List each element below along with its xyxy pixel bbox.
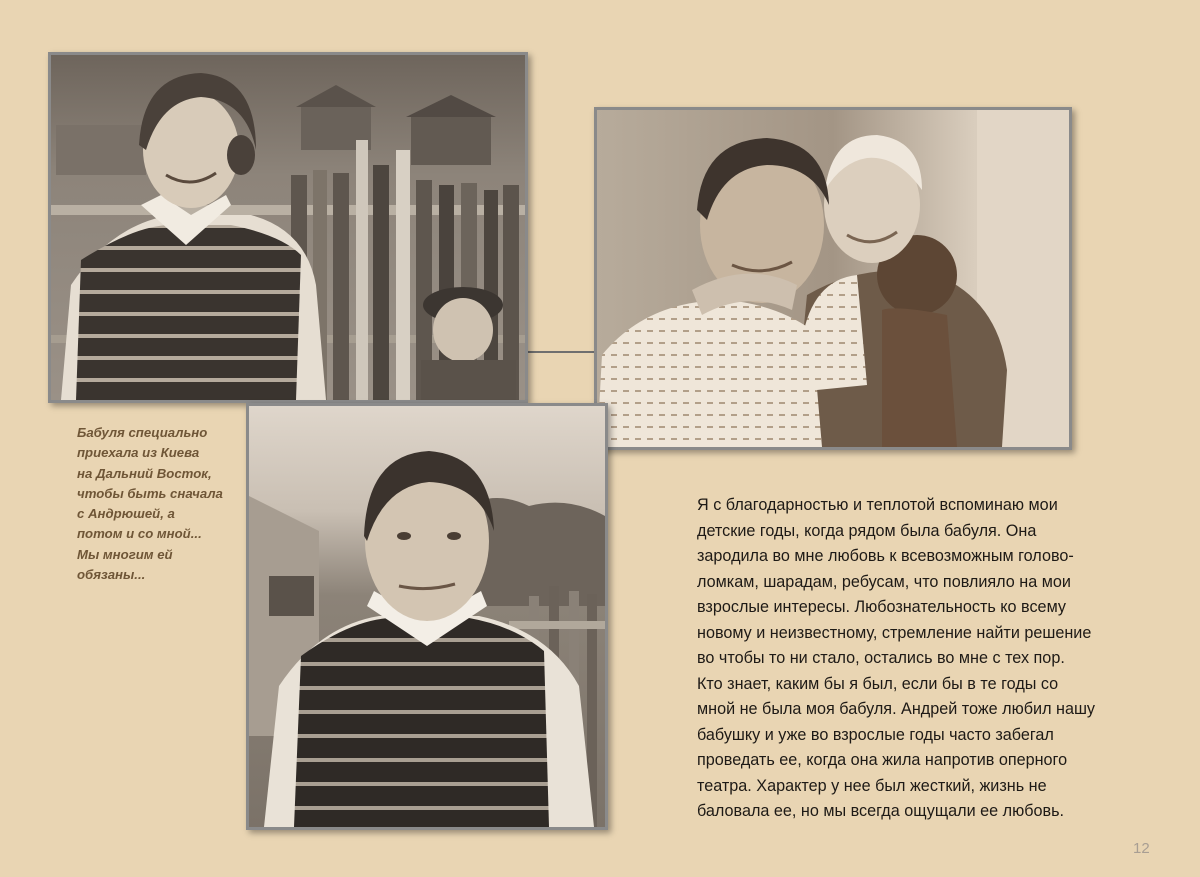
paragraph-line: Кто знает, каким бы я был, если бы в те годы со [697,674,1059,693]
caption-line: на Дальний Восток, [77,465,212,481]
paragraph-line: зародила во мне любовь к всевозможным голово- [697,547,1074,565]
caption-line: Мы многим ей [77,546,173,562]
paragraph-line: взрослые интересы. Любознательность ко всему [697,598,1066,616]
connector-line-horizontal [528,351,594,353]
page-number: 12 [1133,840,1150,857]
paragraph-line: театра. Характер у нее был жесткий, жизнь не [697,776,1047,795]
caption-line: потом и со мной... [77,526,202,542]
photo-grandmother-portrait [246,403,608,830]
paragraph-line: мной не была моя бабуля. Андрей тоже любил нашу [697,700,1096,718]
caption-line: приехала из Киева [77,445,200,461]
paragraph-line: Я с благодарностью и теплотой вспоминаю мои [697,496,1058,514]
paragraph-line: баловала ее, но мы всегда ощущали ее любовь. [697,802,1065,820]
paragraph-line: проведать ее, когда она жила напротив оперного [697,751,1068,769]
photo-grandmother-with-boy-and-doll [594,107,1072,450]
photo-grandmother-by-fence [48,52,528,403]
caption-line: с Андрюшей, а [77,506,175,522]
paragraph-line: детские годы, когда рядом была бабуля. Она [697,521,1037,540]
photo-caption [77,423,237,585]
paragraph-line: бабушку и уже во взрослые годы часто забегал [697,725,1054,744]
caption-line: чтобы быть сначала [77,485,223,501]
caption-line: обязаны... [77,567,146,583]
caption-line: Бабуля специально [77,425,208,440]
memoir-paragraph [697,493,1147,825]
paragraph-line: во чтобы то ни стало, остались во мне с тех пор. [697,649,1065,667]
paragraph-line: ломкам, шарадам, ребусам, что повлияло на мои [697,572,1071,591]
paragraph-line: новому и неизвестному, стремление найти решение [697,623,1092,642]
